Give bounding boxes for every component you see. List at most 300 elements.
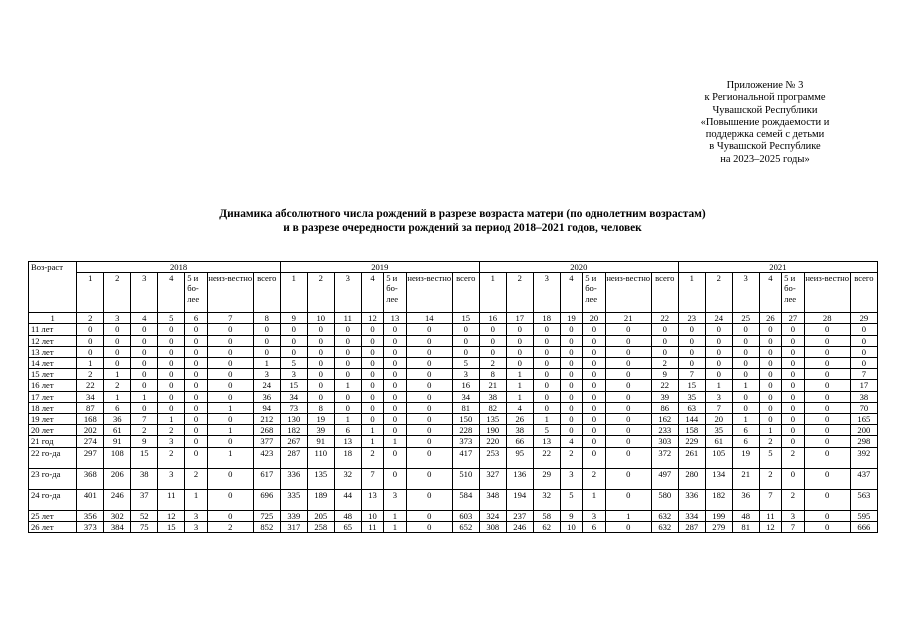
value-cell: 1 [104, 369, 131, 380]
value-cell: 44 [334, 489, 361, 510]
value-cell: 0 [506, 358, 533, 369]
value-cell: 9 [651, 369, 678, 380]
value-cell: 1 [705, 380, 732, 391]
value-cell: 0 [207, 358, 253, 369]
value-cell: 3 [384, 489, 406, 510]
value-cell: 0 [804, 369, 850, 380]
value-cell: 48 [732, 510, 759, 521]
value-cell: 0 [804, 402, 850, 413]
value-cell: 2 [479, 358, 506, 369]
value-cell: 0 [804, 489, 850, 510]
value-cell: 0 [452, 335, 479, 346]
age-cell: 13 лет [29, 346, 77, 357]
value-cell: 0 [651, 346, 678, 357]
column-number-cell: 4 [131, 313, 158, 324]
value-cell: 0 [185, 402, 207, 413]
value-cell: 0 [334, 324, 361, 335]
births-table [28, 261, 878, 533]
table-row [29, 521, 878, 532]
value-cell: 1 [185, 489, 207, 510]
value-cell: 48 [334, 510, 361, 521]
value-cell: 0 [678, 346, 705, 357]
value-cell: 0 [207, 324, 253, 335]
value-cell: 7 [361, 468, 383, 489]
value-cell: 8 [307, 402, 334, 413]
value-cell: 317 [280, 521, 307, 532]
column-number-cell: 28 [804, 313, 850, 324]
value-cell: 0 [406, 521, 452, 532]
value-cell: 168 [77, 414, 104, 425]
value-cell: 6 [104, 402, 131, 413]
value-cell: 0 [605, 324, 651, 335]
value-cell: 32 [334, 468, 361, 489]
subheader-cell: 2 [104, 273, 131, 313]
value-cell: 2 [361, 447, 383, 468]
value-cell: 0 [307, 358, 334, 369]
table-row [29, 468, 878, 489]
subheader-cell: 3 [334, 273, 361, 313]
value-cell: 13 [533, 436, 560, 447]
value-cell: 20 [705, 414, 732, 425]
value-cell: 298 [850, 436, 877, 447]
value-cell: 334 [678, 510, 705, 521]
value-cell: 81 [452, 402, 479, 413]
value-cell: 580 [651, 489, 678, 510]
value-cell: 0 [705, 335, 732, 346]
subheader-cell: 5 и бо-лее [384, 273, 406, 313]
value-cell: 1 [334, 414, 361, 425]
value-cell: 5 [533, 425, 560, 436]
value-cell: 0 [384, 447, 406, 468]
value-cell: 0 [207, 380, 253, 391]
value-cell: 135 [307, 468, 334, 489]
value-cell: 0 [479, 324, 506, 335]
value-cell: 0 [533, 324, 560, 335]
subheader-cell: 1 [678, 273, 705, 313]
value-cell: 39 [651, 391, 678, 402]
value-cell: 1 [207, 402, 253, 413]
value-cell: 81 [732, 521, 759, 532]
value-cell: 34 [77, 391, 104, 402]
value-cell: 0 [804, 380, 850, 391]
table-row [29, 414, 878, 425]
value-cell: 0 [406, 391, 452, 402]
value-cell: 324 [479, 510, 506, 521]
column-number-cell: 15 [452, 313, 479, 324]
value-cell: 2 [560, 447, 582, 468]
value-cell: 0 [479, 335, 506, 346]
value-cell: 39 [307, 425, 334, 436]
value-cell: 6 [334, 425, 361, 436]
value-cell: 6 [732, 436, 759, 447]
value-cell: 0 [759, 414, 781, 425]
value-cell: 0 [583, 335, 605, 346]
value-cell: 38 [850, 391, 877, 402]
table-row [29, 346, 878, 357]
value-cell: 0 [804, 358, 850, 369]
value-cell: 7 [782, 521, 804, 532]
age-cell: 24 го-да [29, 489, 77, 510]
value-cell: 0 [253, 324, 280, 335]
value-cell: 0 [131, 324, 158, 335]
value-cell: 336 [678, 489, 705, 510]
value-cell: 1 [384, 436, 406, 447]
appendix-line: поддержка семей с детьми [705, 129, 825, 141]
value-cell: 1 [334, 380, 361, 391]
subheader-cell: 3 [732, 273, 759, 313]
value-cell: 0 [406, 346, 452, 357]
age-cell: 18 лет [29, 402, 77, 413]
value-cell: 0 [131, 380, 158, 391]
value-cell: 0 [759, 335, 781, 346]
value-cell: 1 [732, 414, 759, 425]
subheader-cell: 1 [479, 273, 506, 313]
value-cell: 0 [361, 324, 383, 335]
value-cell: 368 [77, 468, 104, 489]
value-cell: 0 [533, 402, 560, 413]
value-cell: 0 [804, 447, 850, 468]
age-cell: 22 го-да [29, 447, 77, 468]
value-cell: 0 [560, 425, 582, 436]
value-cell: 0 [732, 324, 759, 335]
value-cell: 11 [759, 510, 781, 521]
age-cell: 19 лет [29, 414, 77, 425]
value-cell: 0 [158, 369, 185, 380]
column-number-cell: 26 [759, 313, 781, 324]
value-cell: 0 [280, 324, 307, 335]
value-cell: 0 [850, 335, 877, 346]
value-cell: 105 [705, 447, 732, 468]
column-number-cell: 27 [782, 313, 804, 324]
value-cell: 0 [533, 369, 560, 380]
value-cell: 0 [185, 346, 207, 357]
appendix-line: «Повышение рождаемости и [700, 116, 830, 128]
value-cell: 3 [185, 521, 207, 532]
table-row [29, 358, 878, 369]
value-cell: 423 [253, 447, 280, 468]
appendix-line: Чувашской Республики [712, 104, 818, 116]
value-cell: 16 [452, 380, 479, 391]
value-cell: 75 [131, 521, 158, 532]
value-cell: 38 [131, 468, 158, 489]
value-cell: 2 [207, 521, 253, 532]
value-cell: 0 [361, 369, 383, 380]
subheader-cell: 4 [361, 273, 383, 313]
value-cell: 8 [479, 369, 506, 380]
value-cell: 1 [361, 425, 383, 436]
value-cell: 200 [850, 425, 877, 436]
value-cell: 373 [452, 436, 479, 447]
subheader-cell: 4 [759, 273, 781, 313]
value-cell: 0 [77, 335, 104, 346]
value-cell: 0 [361, 402, 383, 413]
value-cell: 2 [131, 425, 158, 436]
value-cell: 5 [452, 358, 479, 369]
value-cell: 0 [384, 346, 406, 357]
value-cell: 0 [334, 402, 361, 413]
value-cell: 4 [560, 436, 582, 447]
subheader-cell: 3 [131, 273, 158, 313]
value-cell: 0 [307, 335, 334, 346]
column-numbers-row [29, 313, 878, 324]
value-cell: 327 [479, 468, 506, 489]
column-number-cell: 2 [77, 313, 104, 324]
value-cell: 0 [384, 402, 406, 413]
value-cell: 19 [732, 447, 759, 468]
value-cell: 1 [506, 369, 533, 380]
value-cell: 2 [104, 380, 131, 391]
value-cell: 0 [560, 358, 582, 369]
value-cell: 0 [406, 436, 452, 447]
value-cell: 0 [782, 414, 804, 425]
appendix-line: Приложение № 3 [726, 80, 804, 91]
value-cell: 108 [104, 447, 131, 468]
value-cell: 36 [253, 391, 280, 402]
value-cell: 7 [705, 402, 732, 413]
value-cell: 32 [533, 489, 560, 510]
table-row [29, 436, 878, 447]
value-cell: 212 [253, 414, 280, 425]
value-cell: 0 [560, 391, 582, 402]
value-cell: 0 [782, 324, 804, 335]
value-cell: 0 [185, 414, 207, 425]
value-cell: 1 [131, 391, 158, 402]
value-cell: 91 [307, 436, 334, 447]
value-cell: 190 [479, 425, 506, 436]
value-cell: 19 [307, 414, 334, 425]
value-cell: 34 [280, 391, 307, 402]
value-cell: 0 [804, 521, 850, 532]
value-cell: 87 [77, 402, 104, 413]
value-cell: 0 [533, 346, 560, 357]
subheader-cell: 5 и бо-лее [185, 273, 207, 313]
value-cell: 0 [533, 380, 560, 391]
value-cell: 26 [506, 414, 533, 425]
value-cell: 0 [406, 324, 452, 335]
value-cell: 0 [583, 380, 605, 391]
value-cell: 0 [77, 346, 104, 357]
column-number-cell: 19 [560, 313, 582, 324]
subheader-cell: всего [253, 273, 280, 313]
value-cell: 0 [583, 402, 605, 413]
value-cell: 0 [207, 510, 253, 521]
value-cell: 0 [804, 436, 850, 447]
value-cell: 0 [560, 380, 582, 391]
value-cell: 0 [560, 402, 582, 413]
value-cell: 0 [506, 324, 533, 335]
subheader-cell: 4 [560, 273, 582, 313]
value-cell: 377 [253, 436, 280, 447]
value-cell: 136 [506, 468, 533, 489]
value-cell: 22 [77, 380, 104, 391]
value-cell: 229 [678, 436, 705, 447]
value-cell: 86 [651, 402, 678, 413]
value-cell: 0 [185, 369, 207, 380]
value-cell: 5 [280, 358, 307, 369]
value-cell: 0 [253, 335, 280, 346]
value-cell: 287 [280, 447, 307, 468]
value-cell: 0 [732, 391, 759, 402]
value-cell: 110 [307, 447, 334, 468]
value-cell: 0 [406, 380, 452, 391]
value-cell: 0 [158, 358, 185, 369]
value-cell: 0 [782, 468, 804, 489]
value-cell: 0 [782, 335, 804, 346]
value-cell: 0 [804, 346, 850, 357]
value-cell: 35 [705, 425, 732, 436]
value-cell: 725 [253, 510, 280, 521]
value-cell: 0 [207, 436, 253, 447]
value-cell: 0 [334, 391, 361, 402]
table-row [29, 425, 878, 436]
value-cell: 15 [131, 447, 158, 468]
value-cell: 0 [850, 324, 877, 335]
value-cell: 0 [782, 380, 804, 391]
value-cell: 0 [605, 414, 651, 425]
value-cell: 37 [131, 489, 158, 510]
value-cell: 274 [77, 436, 104, 447]
value-cell: 0 [185, 358, 207, 369]
value-cell: 0 [759, 358, 781, 369]
value-cell: 0 [583, 324, 605, 335]
value-cell: 0 [207, 391, 253, 402]
table-row [29, 402, 878, 413]
value-cell: 0 [583, 358, 605, 369]
value-cell: 0 [185, 447, 207, 468]
subheader-cell: 3 [533, 273, 560, 313]
value-cell: 9 [560, 510, 582, 521]
value-cell: 1 [104, 391, 131, 402]
age-cell: 21 год [29, 436, 77, 447]
column-number-cell: 13 [384, 313, 406, 324]
column-number-cell: 10 [307, 313, 334, 324]
value-cell: 0 [185, 380, 207, 391]
subheader-cell: 5 и бо-лее [583, 273, 605, 313]
value-cell: 384 [104, 521, 131, 532]
value-cell: 237 [506, 510, 533, 521]
value-cell: 0 [732, 346, 759, 357]
value-cell: 0 [759, 391, 781, 402]
year-header: 2020 [479, 262, 678, 273]
age-cell: 25 лет [29, 510, 77, 521]
value-cell: 0 [759, 346, 781, 357]
appendix-line: к Региональной программе [704, 92, 826, 104]
value-cell: 6 [583, 521, 605, 532]
value-cell: 0 [406, 468, 452, 489]
value-cell: 162 [651, 414, 678, 425]
value-cell: 0 [361, 380, 383, 391]
value-cell: 0 [361, 335, 383, 346]
value-cell: 22 [651, 380, 678, 391]
value-cell: 563 [850, 489, 877, 510]
value-cell: 0 [479, 346, 506, 357]
value-cell: 0 [759, 324, 781, 335]
value-cell: 0 [334, 358, 361, 369]
value-cell: 0 [158, 335, 185, 346]
age-cell: 12 лет [29, 335, 77, 346]
subheader-cell: 1 [77, 273, 104, 313]
value-cell: 194 [506, 489, 533, 510]
value-cell: 91 [104, 436, 131, 447]
value-cell: 0 [207, 346, 253, 357]
value-cell: 0 [406, 369, 452, 380]
value-cell: 202 [77, 425, 104, 436]
value-cell: 0 [678, 335, 705, 346]
value-cell: 206 [104, 468, 131, 489]
value-cell: 150 [452, 414, 479, 425]
value-cell: 62 [533, 521, 560, 532]
value-cell: 144 [678, 414, 705, 425]
subheader-cell: неиз-вестно [605, 273, 651, 313]
value-cell: 0 [207, 369, 253, 380]
value-cell: 2 [583, 468, 605, 489]
value-cell: 1 [506, 380, 533, 391]
value-cell: 1 [384, 521, 406, 532]
column-number-cell: 11 [334, 313, 361, 324]
value-cell: 584 [452, 489, 479, 510]
value-cell: 2 [782, 447, 804, 468]
value-cell: 0 [651, 324, 678, 335]
column-number-cell: 12 [361, 313, 383, 324]
column-number-cell: 22 [651, 313, 678, 324]
value-cell: 287 [678, 521, 705, 532]
value-cell: 6 [732, 425, 759, 436]
value-cell: 0 [605, 436, 651, 447]
value-cell: 356 [77, 510, 104, 521]
value-cell: 205 [307, 510, 334, 521]
value-cell: 0 [583, 425, 605, 436]
value-cell: 373 [77, 521, 104, 532]
value-cell: 0 [361, 414, 383, 425]
value-cell: 0 [406, 447, 452, 468]
value-cell: 189 [307, 489, 334, 510]
title-line-1: Динамика абсолютного числа рождений в разрезе возраста матери (по однолетним возрастам) [219, 208, 706, 220]
value-cell: 0 [361, 391, 383, 402]
value-cell: 1 [158, 414, 185, 425]
value-cell: 0 [384, 324, 406, 335]
value-cell: 0 [705, 324, 732, 335]
value-cell: 220 [479, 436, 506, 447]
value-cell: 0 [280, 335, 307, 346]
value-cell: 0 [782, 402, 804, 413]
value-cell: 0 [158, 324, 185, 335]
value-cell: 82 [479, 402, 506, 413]
value-cell: 12 [759, 521, 781, 532]
value-cell: 246 [506, 521, 533, 532]
value-cell: 0 [732, 358, 759, 369]
value-cell: 0 [583, 369, 605, 380]
value-cell: 0 [583, 414, 605, 425]
value-cell: 0 [678, 358, 705, 369]
value-cell: 1 [207, 425, 253, 436]
value-cell: 130 [280, 414, 307, 425]
value-cell: 0 [782, 369, 804, 380]
value-cell: 3 [583, 510, 605, 521]
value-cell: 696 [253, 489, 280, 510]
table-row [29, 489, 878, 510]
appendix-block [660, 80, 870, 166]
value-cell: 1 [583, 489, 605, 510]
value-cell: 15 [158, 521, 185, 532]
header-row-years [29, 262, 878, 273]
value-cell: 0 [158, 346, 185, 357]
value-cell: 0 [605, 369, 651, 380]
value-cell: 0 [605, 489, 651, 510]
value-cell: 0 [804, 391, 850, 402]
age-cell: 11 лет [29, 324, 77, 335]
header-row-subcolumns [29, 273, 878, 313]
value-cell: 0 [334, 346, 361, 357]
